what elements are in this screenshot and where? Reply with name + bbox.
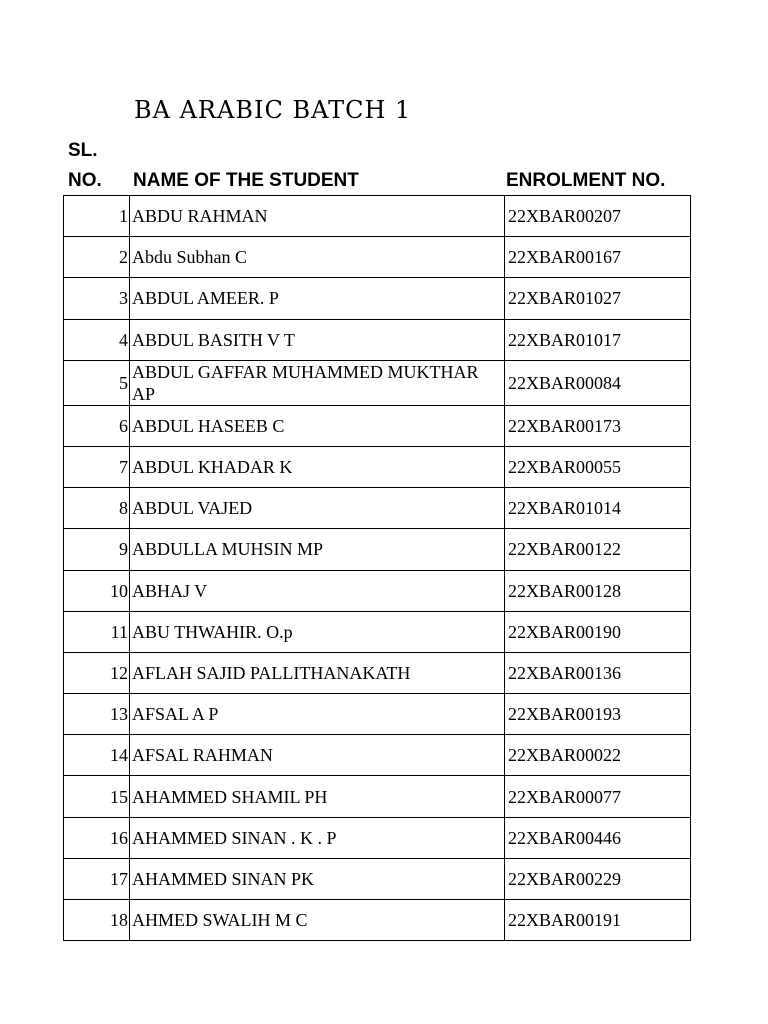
enrolment-no-cell: 22XBAR00207 <box>505 196 691 237</box>
table-row <box>64 570 691 611</box>
table-row <box>64 652 691 693</box>
table-row <box>64 405 691 446</box>
student-name-cell: ABDUL BASITH V T <box>130 319 505 360</box>
student-name-cell: AFLAH SAJID PALLITHANAKATH <box>130 652 505 693</box>
header-name: NAME OF THE STUDENT <box>133 170 359 191</box>
table-row <box>64 529 691 570</box>
header-sl-line1: SL. <box>68 140 98 161</box>
sl-cell: 17 <box>64 858 130 899</box>
table-row <box>64 817 691 858</box>
header-sl-line2: NO. <box>68 170 102 191</box>
table-row <box>64 900 691 941</box>
student-name-cell: AFSAL RAHMAN <box>130 735 505 776</box>
enrolment-no-cell: 22XBAR01014 <box>505 488 691 529</box>
sl-cell: 18 <box>64 900 130 941</box>
table-row <box>64 446 691 487</box>
sl-cell: 10 <box>64 570 130 611</box>
enrolment-no-cell: 22XBAR00446 <box>505 817 691 858</box>
enrolment-no-cell: 22XBAR00084 <box>505 360 691 405</box>
table-row <box>64 360 691 405</box>
enrolment-no-cell: 22XBAR00191 <box>505 900 691 941</box>
sl-cell: 16 <box>64 817 130 858</box>
table-row <box>64 735 691 776</box>
student-name-cell: AHAMMED SHAMIL PH <box>130 776 505 817</box>
table-row <box>64 237 691 278</box>
sl-cell: 12 <box>64 652 130 693</box>
student-name-cell: ABHAJ V <box>130 570 505 611</box>
enrolment-no-cell: 22XBAR00190 <box>505 611 691 652</box>
sl-cell: 3 <box>64 278 130 319</box>
enrolment-no-cell: 22XBAR01027 <box>505 278 691 319</box>
table-row <box>64 858 691 899</box>
enrolment-no-cell: 22XBAR00077 <box>505 776 691 817</box>
student-name-cell: ABDUL KHADAR K <box>130 446 505 487</box>
sl-cell: 9 <box>64 529 130 570</box>
sl-cell: 5 <box>64 360 130 405</box>
enrolment-no-cell: 22XBAR00167 <box>505 237 691 278</box>
table-row <box>64 776 691 817</box>
enrolment-no-cell: 22XBAR00128 <box>505 570 691 611</box>
sl-cell: 8 <box>64 488 130 529</box>
student-name-cell: ABU THWAHIR. O.p <box>130 611 505 652</box>
enrolment-no-cell: 22XBAR00173 <box>505 405 691 446</box>
sl-cell: 11 <box>64 611 130 652</box>
sl-cell: 4 <box>64 319 130 360</box>
enrolment-no-cell: 22XBAR00229 <box>505 858 691 899</box>
enrolment-no-cell: 22XBAR00136 <box>505 652 691 693</box>
student-name-cell: ABDUL HASEEB C <box>130 405 505 446</box>
sl-cell: 2 <box>64 237 130 278</box>
header-enrolment: ENROLMENT NO. <box>506 170 666 191</box>
student-name-cell: ABDU RAHMAN <box>130 196 505 237</box>
sl-cell: 1 <box>64 196 130 237</box>
student-table <box>63 195 691 941</box>
student-name-cell: ABDUL GAFFAR MUHAMMED MUKTHAR AP <box>130 360 505 405</box>
table-row <box>64 488 691 529</box>
table-row <box>64 319 691 360</box>
table-row <box>64 196 691 237</box>
enrolment-no-cell: 22XBAR01017 <box>505 319 691 360</box>
student-name-cell: ABDULLA MUHSIN MP <box>130 529 505 570</box>
sl-cell: 15 <box>64 776 130 817</box>
sl-cell: 6 <box>64 405 130 446</box>
table-row <box>64 694 691 735</box>
sl-cell: 14 <box>64 735 130 776</box>
student-name-cell: Abdu Subhan C <box>130 237 505 278</box>
student-name-cell: AHAMMED SINAN PK <box>130 858 505 899</box>
student-name-cell: AHMED SWALIH M C <box>130 900 505 941</box>
sl-cell: 13 <box>64 694 130 735</box>
enrolment-no-cell: 22XBAR00122 <box>505 529 691 570</box>
enrolment-no-cell: 22XBAR00055 <box>505 446 691 487</box>
student-name-cell: ABDUL AMEER. P <box>130 278 505 319</box>
student-name-cell: AHAMMED SINAN . K . P <box>130 817 505 858</box>
student-name-cell: AFSAL A P <box>130 694 505 735</box>
page-title: BA ARABIC BATCH 1 <box>134 96 412 124</box>
sl-cell: 7 <box>64 446 130 487</box>
enrolment-no-cell: 22XBAR00022 <box>505 735 691 776</box>
table-row <box>64 278 691 319</box>
table-row <box>64 611 691 652</box>
student-name-cell: ABDUL VAJED <box>130 488 505 529</box>
enrolment-no-cell: 22XBAR00193 <box>505 694 691 735</box>
